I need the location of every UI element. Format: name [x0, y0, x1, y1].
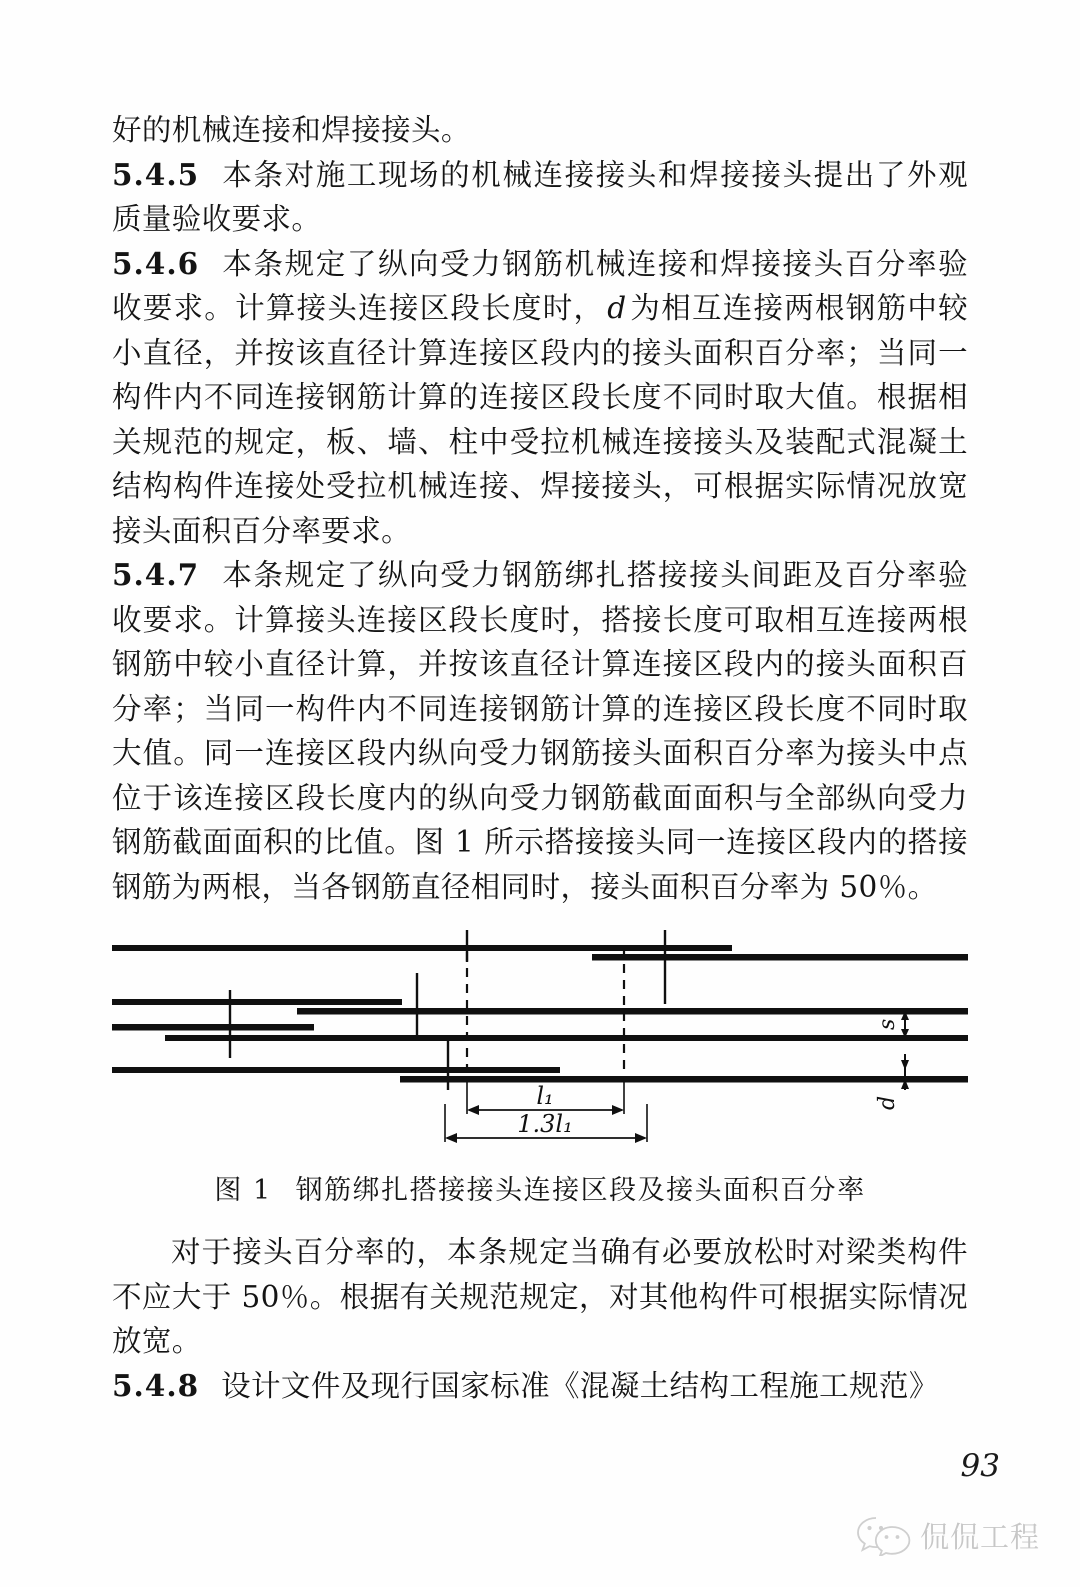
- rebar-main-bar: [112, 945, 732, 951]
- watermark-text: 侃侃工程: [920, 1519, 1041, 1554]
- rebar-main-bar: [112, 1024, 314, 1031]
- figure-caption: [112, 1172, 968, 1210]
- paragraph-text: 好的机械连接和焊接接头。: [112, 113, 471, 147]
- paragraph-text: 本条规定了纵向受力钢筋绑扎搭接接头间距及百分率验收要求。计算接头连接区段长度时，搭接长度可取相互连接两根钢筋中较小直径计算，并按该直径计算连接区段内的接头面积百分率；当同一构件内不同连接钢筋计算的连接区段长度不同时取大值。同一连接区段内纵向受力钢筋接头面积百分率为接头中点位于该连接区段长度内的纵向受力钢筋截面面积与全部纵向受力钢筋截面面积的比值。图 1 所示搭接接头同一连接区段内的搭接钢筋为两根，当各钢筋直径相同时，接头面积百分率为 50％。: [112, 558, 968, 904]
- label-spacing-s: s: [875, 1018, 900, 1030]
- section-number-5-4-8: 5.4.8: [112, 1367, 200, 1403]
- label-lap-length: l₁: [536, 1082, 554, 1110]
- rebar-row-1: [112, 945, 968, 961]
- body-text-column-lower: [112, 1230, 968, 1408]
- math-symbol-d: d: [607, 291, 627, 325]
- section-number-5-4-7: 5.4.7: [112, 557, 200, 592]
- figure-1-diagram: [112, 918, 968, 1150]
- rebar-lap-bar: [400, 1076, 968, 1083]
- watermark: [856, 1508, 1066, 1562]
- section-number-5-4-5: 5.4.5: [112, 156, 200, 192]
- rebar-row-4: [112, 1067, 968, 1083]
- rebar-lap-bar: [592, 954, 968, 961]
- rebar-main-bar: [112, 1067, 560, 1073]
- paragraph-text: 对于接头百分率的，本条规定当确有必要放松时对梁类构件不应大于 50％。根据有关规范规定，对其他构件可根据实际情况放宽。: [112, 1235, 968, 1358]
- label-diameter-d: d: [875, 1095, 900, 1110]
- figure-caption-number: 图 1: [214, 1175, 272, 1206]
- rebar-lap-bar: [297, 1008, 968, 1015]
- rebar-row-2: [112, 999, 968, 1015]
- page-number: 93: [960, 1448, 1000, 1484]
- rebar-lap-splice-drawing: [112, 918, 968, 1150]
- body-text-column: [112, 108, 968, 909]
- paragraph-text-after-symbol: 为相互连接两根钢筋中较小直径，并按该直径计算连接区段内的接头面积百分率；当同一构件内不同连接钢筋计算的连接区段长度不同时取大值。根据相关规范的规定，板、墙、柱中受拉机械连接接头及装配式混凝土结构构件连接处受拉机械连接、焊接接头，可根据实际情况放宽接头面积百分率要求。: [112, 291, 968, 548]
- paragraph-text: 设计文件及现行国家标准《混凝土结构工程施工规范》: [221, 1368, 939, 1403]
- paragraph-text: 本条对施工现场的机械连接接头和焊接接头提出了外观质量验收要求。: [112, 157, 968, 236]
- paragraph-5-4-5: [112, 153, 968, 242]
- label-zone-length: 1.3l₁: [517, 1110, 573, 1138]
- figure-caption-text: 钢筋绑扎搭接接头连接区段及接头面积百分率: [295, 1175, 866, 1206]
- paragraph-after-figure: [112, 1230, 968, 1364]
- paragraph-5-4-7: [112, 553, 968, 909]
- rebar-main-bar: [112, 999, 402, 1005]
- dimension-spacing-s: [875, 1011, 909, 1038]
- paragraph-5-4-8: [112, 1364, 968, 1409]
- rebar-row-3: [112, 1024, 968, 1041]
- paragraph-continuation: [112, 108, 968, 153]
- rebar-lap-bar: [165, 1035, 968, 1041]
- connection-zone-boundaries: [467, 948, 624, 1082]
- section-number-5-4-6: 5.4.6: [112, 245, 200, 281]
- wechat-icon: [856, 1514, 912, 1556]
- paragraph-5-4-6: [112, 242, 968, 554]
- paragraph-text-before-symbol: 本条规定了纵向受力钢筋机械连接和焊接接头百分率验收要求。计算接头连接区段长度时，: [112, 246, 968, 325]
